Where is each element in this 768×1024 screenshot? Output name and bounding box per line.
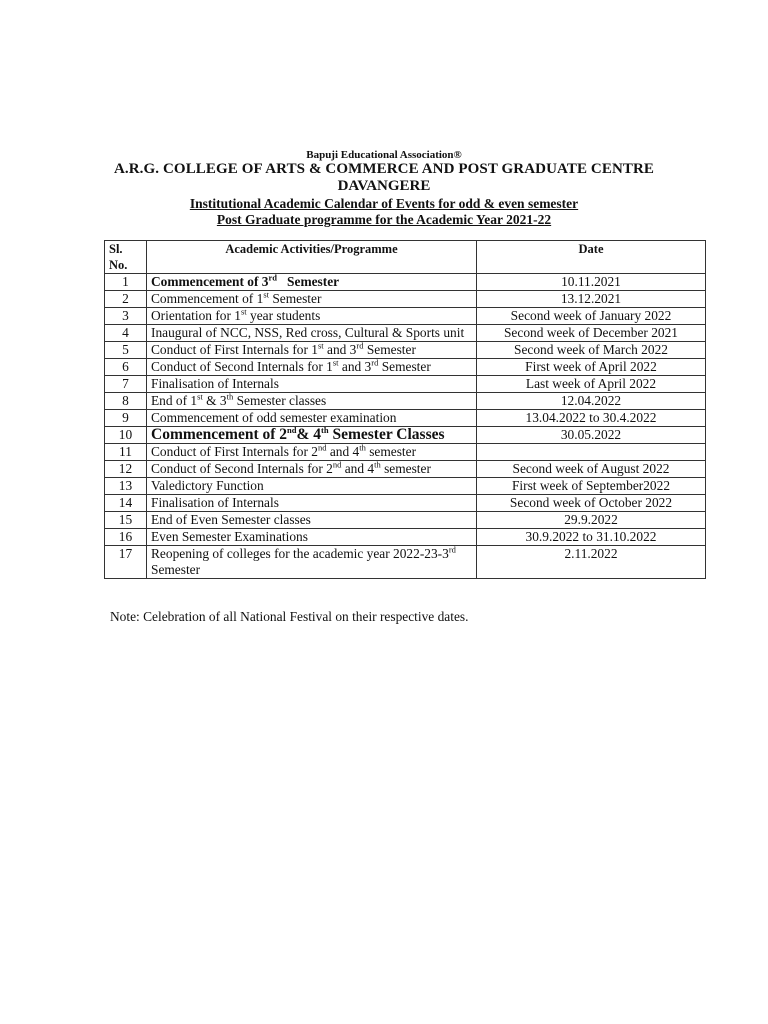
row-date: 2.11.2022 (477, 546, 706, 579)
row-date: 30.05.2022 (477, 427, 706, 444)
row-activity (147, 546, 477, 579)
activity-text: Even Semester Examinations (151, 529, 308, 544)
ordinal-suffix: rd (268, 273, 278, 283)
row-activity (147, 376, 477, 393)
activity-text: Conduct of First Internals for 2 (151, 444, 318, 459)
table-row (105, 427, 706, 444)
activity-text: Conduct of Second Internals for 2 (151, 461, 333, 476)
calendar-table (104, 240, 706, 579)
column-header-no: No. (109, 258, 128, 272)
activity-text: semester (380, 461, 431, 476)
table-row (105, 291, 706, 308)
table-row (105, 342, 706, 359)
activity-text: Commencement of 1 (151, 291, 264, 306)
activity-text: & 3 (202, 393, 227, 408)
activity-text: Commencement of 3 (151, 274, 269, 289)
activity-text: End of Even Semester classes (151, 512, 311, 527)
ordinal-suffix: rd (371, 358, 379, 368)
row-serial-number: 10 (105, 427, 147, 444)
row-activity (147, 512, 477, 529)
ordinal-suffix: th (226, 392, 234, 402)
table-row (105, 512, 706, 529)
programme-title: Post Graduate programme for the Academic Year 2021-22 (216, 212, 552, 227)
table-row (105, 529, 706, 546)
column-header-sl: Sl. (109, 242, 123, 256)
row-serial-number: 1 (105, 274, 147, 291)
activity-text: and 4 (341, 461, 375, 476)
row-activity (147, 427, 477, 444)
row-date: 13.12.2021 (477, 291, 706, 308)
row-activity (147, 444, 477, 461)
table-row (105, 546, 706, 579)
activity-text: and 3 (323, 342, 357, 357)
row-date: Second week of December 2021 (477, 325, 706, 342)
ordinal-suffix: nd (317, 443, 327, 453)
table-body (105, 274, 706, 579)
ordinal-suffix: st (197, 392, 203, 402)
table-row (105, 393, 706, 410)
activity-text: Valedictory Function (151, 478, 264, 493)
row-activity (147, 274, 477, 291)
college-city: DAVANGERE (337, 178, 431, 194)
activity-text: Conduct of Second Internals for 1 (151, 359, 333, 374)
activity-text: Commencement of odd semester examination (151, 410, 397, 425)
row-serial-number: 13 (105, 478, 147, 495)
ordinal-suffix: st (263, 290, 269, 300)
ordinal-suffix: st (317, 341, 324, 351)
row-date: 12.04.2022 (477, 393, 706, 410)
column-header-date: Date (477, 241, 706, 274)
activity-text: Semester (277, 274, 340, 289)
ordinal-suffix: rd (356, 341, 364, 351)
ordinal-suffix: th (321, 426, 329, 435)
row-activity (147, 393, 477, 410)
table-row (105, 359, 706, 376)
table-row (105, 478, 706, 495)
row-activity (147, 308, 477, 325)
association-name: Bapuji Educational Association® (306, 149, 462, 161)
row-serial-number: 3 (105, 308, 147, 325)
activity-text: Reopening of colleges for the academic year 2022-23-3 (151, 546, 449, 561)
activity-text: Semester (378, 359, 431, 374)
college-name: A.R.G. COLLEGE OF ARTS & COMMERCE AND POST GRADUATE CENTRE (113, 161, 655, 177)
activity-text: semester (365, 444, 417, 459)
row-activity (147, 291, 477, 308)
row-serial-number: 7 (105, 376, 147, 393)
activity-text: and 3 (338, 359, 372, 374)
table-row (105, 495, 706, 512)
row-serial-number: 12 (105, 461, 147, 478)
row-date: Second week of August 2022 (477, 461, 706, 478)
table-row (105, 325, 706, 342)
row-serial-number: 11 (105, 444, 147, 461)
activity-text: Semester (363, 342, 416, 357)
ordinal-suffix: th (374, 460, 381, 470)
activity-text: Finalisation of Internals (151, 376, 279, 391)
activity-text: Semester (268, 291, 322, 306)
table-row (105, 274, 706, 291)
row-date: Second week of March 2022 (477, 342, 706, 359)
row-date: 30.9.2022 to 31.10.2022 (477, 529, 706, 546)
table-row (105, 376, 706, 393)
row-date: 29.9.2022 (477, 512, 706, 529)
row-serial-number: 14 (105, 495, 147, 512)
ordinal-suffix: th (359, 443, 366, 453)
row-serial-number: 6 (105, 359, 147, 376)
row-date: First week of September2022 (477, 478, 706, 495)
row-activity (147, 342, 477, 359)
activity-text: Semester Classes (328, 426, 445, 443)
activity-text: Commencement of 2 (151, 426, 288, 443)
row-activity (147, 495, 477, 512)
row-serial-number: 2 (105, 291, 147, 308)
row-date: First week of April 2022 (477, 359, 706, 376)
table-note: Note: Celebration of all National Festival on their respective dates. (110, 609, 469, 624)
column-header-sl-no (105, 241, 147, 274)
table-row (105, 308, 706, 325)
activity-text: and 4 (326, 444, 360, 459)
row-activity (147, 529, 477, 546)
row-activity (147, 325, 477, 342)
row-serial-number: 8 (105, 393, 147, 410)
table-row (105, 410, 706, 427)
table-header-row (105, 241, 706, 274)
activity-text: year students (246, 308, 321, 323)
column-header-activity: Academic Activities/Programme (147, 241, 477, 274)
row-activity (147, 359, 477, 376)
activity-text: Orientation for 1 (151, 308, 241, 323)
row-date: 10.11.2021 (477, 274, 706, 291)
activity-text: Conduct of First Internals for 1 (151, 342, 318, 357)
row-activity (147, 410, 477, 427)
ordinal-suffix: rd (448, 545, 456, 555)
ordinal-suffix: st (241, 307, 247, 317)
calendar-title: Institutional Academic Calendar of Events for odd & even semester (189, 196, 579, 211)
activity-text: & 4 (296, 426, 322, 443)
activity-text: Inaugural of NCC, NSS, Red cross, Cultural & Sports unit (151, 325, 465, 340)
row-date: Second week of January 2022 (477, 308, 706, 325)
activity-text: Finalisation of Internals (151, 495, 279, 510)
table-row (105, 461, 706, 478)
row-serial-number: 17 (105, 546, 147, 579)
activity-text: End of 1 (151, 393, 198, 408)
ordinal-suffix: st (332, 358, 339, 368)
ordinal-suffix: nd (287, 426, 297, 435)
row-date: Last week of April 2022 (477, 376, 706, 393)
row-date: 13.04.2022 to 30.4.2022 (477, 410, 706, 427)
row-activity (147, 478, 477, 495)
ordinal-suffix: nd (332, 460, 342, 470)
row-serial-number: 15 (105, 512, 147, 529)
row-serial-number: 16 (105, 529, 147, 546)
row-date: Second week of October 2022 (477, 495, 706, 512)
row-serial-number: 4 (105, 325, 147, 342)
table-row (105, 444, 706, 461)
row-serial-number: 9 (105, 410, 147, 427)
activity-text: Semester classes (233, 393, 327, 408)
row-activity (147, 461, 477, 478)
row-serial-number: 5 (105, 342, 147, 359)
row-date (477, 444, 706, 461)
activity-text: Semester (151, 546, 460, 577)
